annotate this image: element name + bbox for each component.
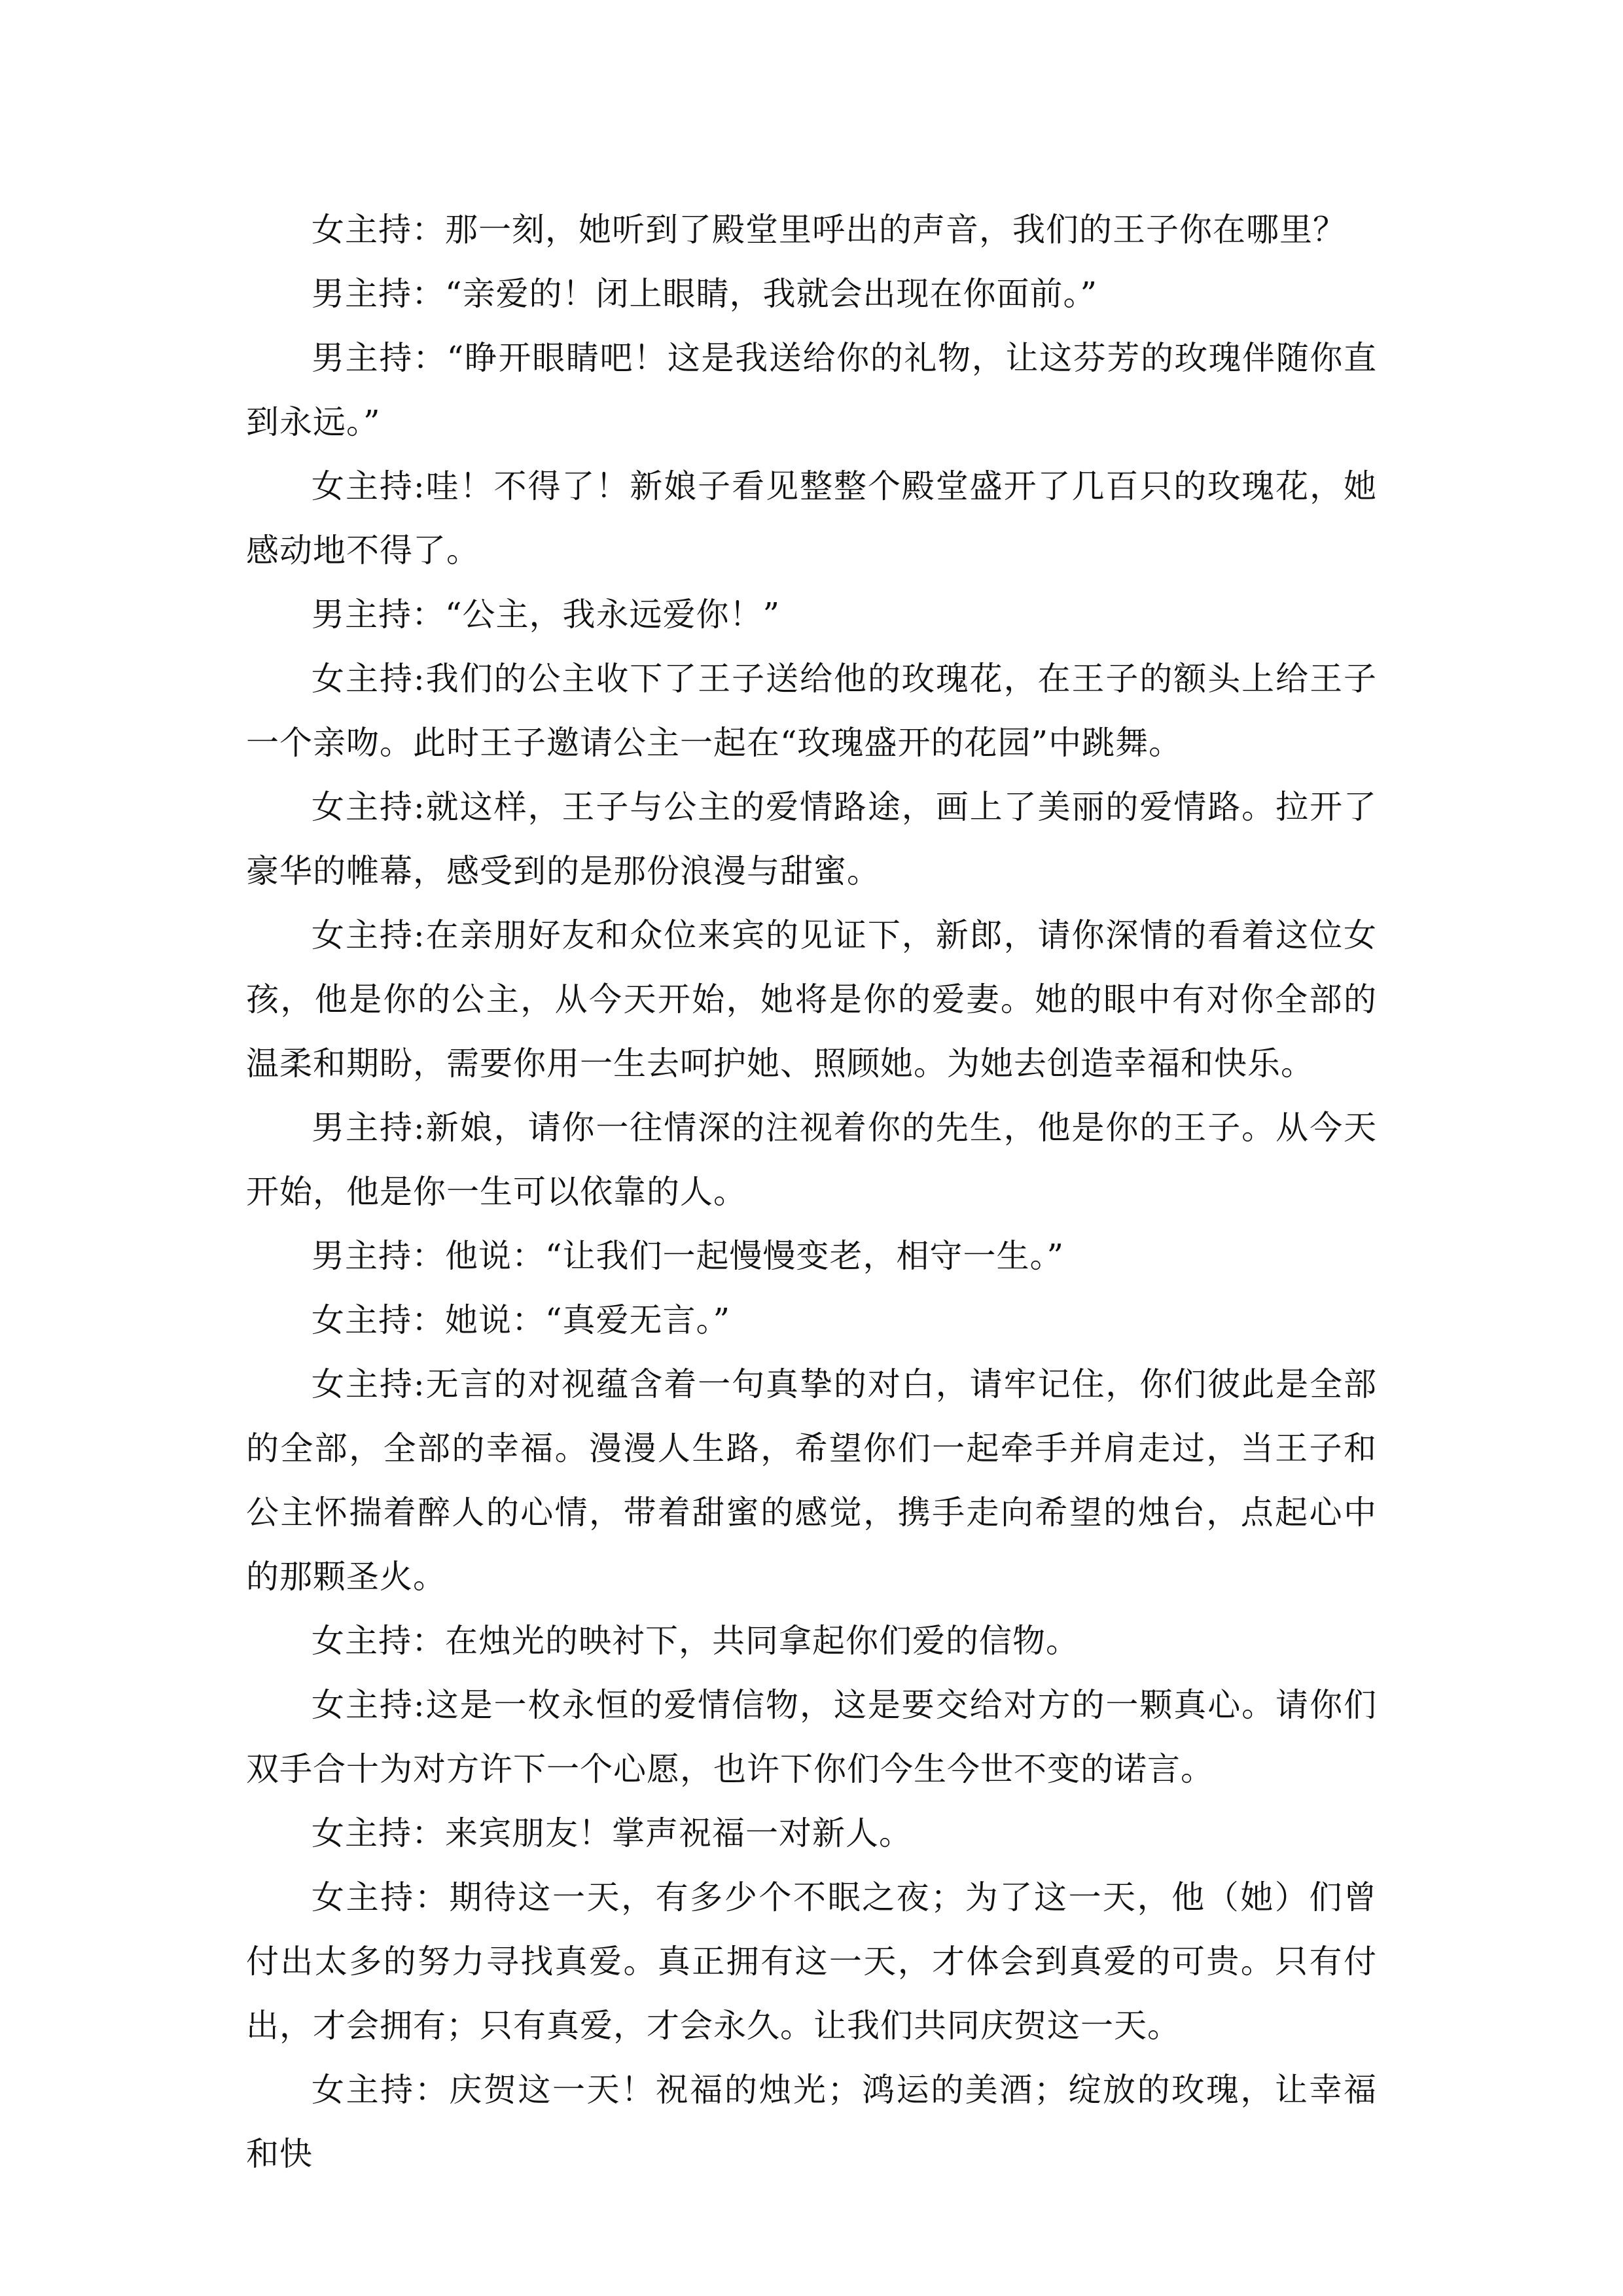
paragraph [246,1609,1377,1673]
speaker-label: 女主持 [312,1622,412,1660]
paragraph-text: 哇！不得了！新娘子看见整整个殿堂盛开了几百只的玫瑰花，她感动地不得了。 [246,467,1378,569]
speaker-label: 女主持 [312,1686,414,1724]
separator: : [413,788,425,826]
separator: ： [412,1237,445,1275]
paragraph-text: 在烛光的映衬下，共同拿起你们爱的信物。 [445,1622,1079,1660]
paragraph [246,583,1377,647]
speaker-label: 男主持 [312,339,413,377]
paragraph [246,198,1377,262]
separator: ： [412,596,445,634]
paragraph-text: “睁开眼睛吧！这是我送给你的礼物，让这芬芳的玫瑰伴随你直到永远。” [246,339,1378,441]
separator: ： [412,275,445,313]
paragraph [246,1224,1377,1288]
separator: ： [412,1622,445,1660]
paragraph-text: 无言的对视蕴含着一句真挚的对白，请牢记住，你们彼此是全部的全部，全部的幸福。漫漫人生路，希望你们一起牵手并肩走过，当王子和公主怀揣着醉人的心情，带着甜蜜的感觉，携手走向希望的烛台，点起心中的那颗圣火。 [246,1365,1378,1596]
speaker-label: 女主持 [312,788,414,826]
separator: ： [412,339,447,377]
speaker-label: 女主持 [312,2071,415,2109]
paragraph-text: 她说：“真爱无言。” [445,1301,731,1339]
paragraph-text: 在亲朋好友和众位来宾的见证下，新郎，请你深情的看着这位女孩，他是你的公主，从今天开始，她将是你的爱妻。她的眼中有对你全部的温柔和期盼，需要你用一生去呵护她、照顾她。为她去创造幸福和快乐。 [246,916,1378,1083]
speaker-label: 女主持 [312,1878,415,1916]
separator: ： [412,211,445,249]
speaker-label: 男主持 [312,1237,412,1275]
paragraph [246,326,1377,454]
separator: ： [412,1301,445,1339]
paragraph-text: 这是一枚永恒的爱情信物，这是要交给对方的一颗真心。请你们双手合十为对方许下一个心愿，也许下你们今生今世不变的诺言。 [246,1686,1378,1788]
speaker-label: 女主持 [312,1301,412,1339]
paragraph-text: 他说：“让我们一起慢慢变老，相守一生。” [445,1237,1065,1275]
paragraph-text: 来宾朋友！掌声祝福一对新人。 [445,1814,912,1852]
paragraph [246,1096,1377,1224]
paragraph [246,903,1377,1096]
paragraph [246,454,1377,583]
paragraph [246,775,1377,903]
paragraph-text: 期待这一天，有多少个不眠之夜；为了这一天，他（她）们曾付出太多的努力寻找真爱。真正拥有这一天，才体会到真爱的可贵。只有付出，才会拥有；只有真爱，才会永久。让我们共同庆贺这一天。 [246,1878,1378,2045]
speaker-label: 女主持 [312,916,414,954]
speaker-label: 男主持 [312,1109,414,1147]
paragraph-text: 我们的公主收下了王子送给他的玫瑰花，在王子的额头上给王子一个亲吻。此时王子邀请公主一起在“玫瑰盛开的花园”中跳舞。 [246,660,1378,762]
paragraph-text: 庆贺这一天！祝福的烛光；鸿运的美酒；绽放的玫瑰，让幸福和快 [246,2071,1378,2173]
speaker-label: 女主持 [312,211,412,249]
separator: : [413,467,425,505]
paragraph [246,262,1377,326]
paragraph [246,1352,1377,1609]
paragraph [246,647,1377,775]
paragraph [246,1288,1377,1352]
separator: : [413,916,425,954]
paragraph-text: 就这样，王子与公主的爱情路途，画上了美丽的爱情路。拉开了豪华的帷幕，感受到的是那份浪漫与甜蜜。 [246,788,1378,890]
document-body [246,198,1377,2186]
paragraph-text: “亲爱的！闭上眼睛，我就会出现在你面前。” [445,275,1098,313]
paragraph [246,1865,1377,2058]
paragraph-text: “公主，我永远爱你！” [445,596,781,634]
speaker-label: 女主持 [312,1365,414,1403]
separator: ： [412,1814,445,1852]
separator: ： [414,1878,450,1916]
paragraph-text: 新娘，请你一往情深的注视着你的先生，他是你的王子。从今天开始，他是你一生可以依靠的人。 [246,1109,1378,1211]
separator: : [413,660,425,698]
paragraph [246,1673,1377,1801]
paragraph-text: 那一刻，她听到了殿堂里呼出的声音，我们的王子你在哪里？ [445,211,1346,249]
speaker-label: 女主持 [312,467,414,505]
speaker-label: 女主持 [312,1814,412,1852]
separator: ： [414,2071,450,2109]
speaker-label: 男主持 [312,596,412,634]
separator: : [413,1686,425,1724]
separator: : [413,1109,425,1147]
speaker-label: 女主持 [312,660,414,698]
separator: : [413,1365,425,1403]
paragraph [246,1801,1377,1865]
speaker-label: 男主持 [312,275,412,313]
paragraph [246,2058,1377,2186]
